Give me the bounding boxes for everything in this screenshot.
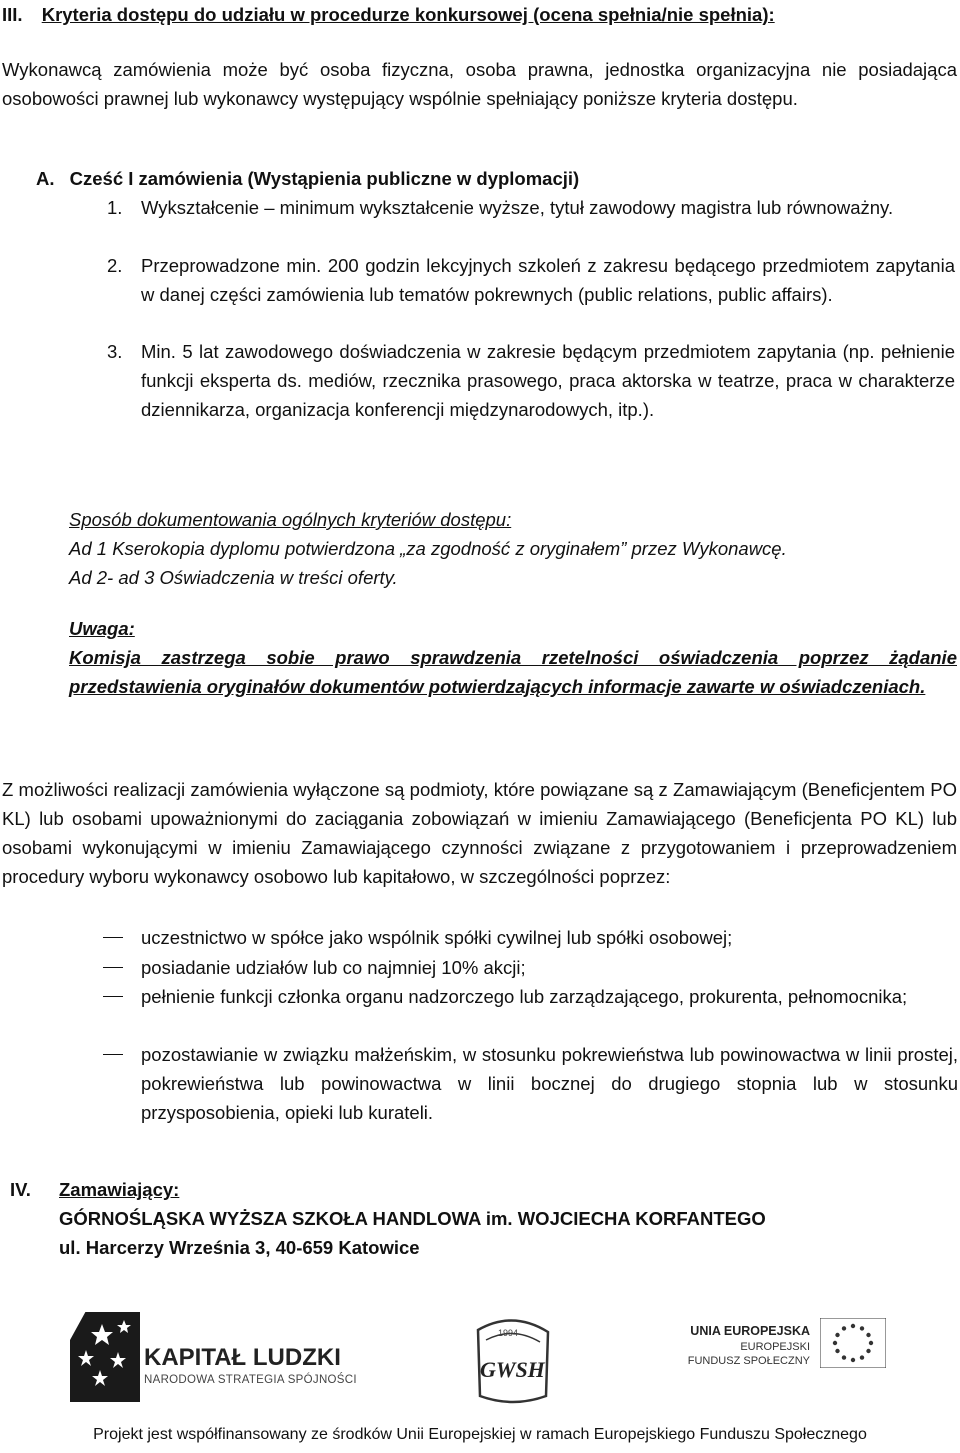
section-4-heading: Zamawiający:	[59, 1179, 180, 1200]
exclusion-list-item	[103, 923, 958, 952]
kapital-ludzki-subtitle: NARODOWA STRATEGIA SPÓJNOŚCI	[144, 1374, 357, 1386]
part-a-letter: A.	[36, 168, 55, 189]
eu-efs-logo	[680, 1312, 900, 1404]
criteria-item	[107, 251, 955, 309]
exclusion-item-text: pełnienie funkcji członka organu nadzorczego lub zarządzającego, prokurenta, pełnomocnika;	[141, 986, 908, 1007]
kapital-ludzki-stars-icon	[62, 1300, 142, 1410]
part-a-heading	[36, 164, 936, 193]
dash-bullet-icon	[103, 996, 123, 997]
criteria-number: 1.	[107, 197, 123, 218]
exclusion-item-text: pozostawianie w związku małżeńskim, w stosunku pokrewieństwa lub powinowactwa w linii prostej, pokrewieństwa lub powinowactwa w linii bocznej do drugiego stopnia lub w stosunku przysposobienia, opieki lub kurateli.	[141, 1044, 958, 1123]
eu-line-3: FUNDUSZ SPOŁECZNY	[687, 1355, 810, 1367]
gwsh-text: GWSH	[480, 1357, 545, 1382]
documentation-line-1: Ad 1 Kserokopia dyplomu potwierdzona „za zgodność z oryginałem” przez Wykonawcę.	[69, 538, 787, 559]
exclusion-item-text: uczestnictwo w spółce jako wspólnik spółki cywilnej lub spółki osobowej;	[141, 927, 733, 948]
note-text: Komisja zastrzega sobie prawo sprawdzenia rzetelności oświadczenia poprzez żądanie przedstawienia oryginałów dokumentów potwierdzających informacje zawarte w oświadczeniach.	[69, 647, 957, 697]
criteria-number: 3.	[107, 341, 123, 362]
contracting-authority-address: ul. Harcerzy Września 3, 40-659 Katowice	[59, 1237, 420, 1258]
documentation-line-2: Ad 2- ad 3 Oświadczenia w treści oferty.	[69, 567, 398, 588]
note-heading: Uwaga:	[69, 618, 135, 639]
eu-line-1: UNIA EUROPEJSKA	[690, 1324, 810, 1338]
exclusion-item-text: posiadanie udziałów lub co najmniej 10% akcji;	[141, 957, 526, 978]
exclusion-list-item	[103, 953, 958, 982]
kapital-ludzki-logo	[62, 1300, 357, 1410]
part-a-title: Cześć I zamówienia (Wystąpienia publiczne w dyplomacji)	[69, 168, 580, 189]
gwsh-logo	[468, 1310, 558, 1410]
kapital-ludzki-title: KAPITAŁ LUDZKI	[144, 1344, 341, 1371]
eu-line-2: EUROPEJSKI	[740, 1341, 810, 1353]
exclusion-list-item	[103, 982, 958, 1011]
criteria-text: Wykształcenie – minimum wykształcenie wyższe, tytuł zawodowy magistra lub równoważny.	[141, 197, 894, 218]
dash-bullet-icon	[103, 967, 123, 968]
criteria-item	[107, 337, 955, 424]
dash-bullet-icon	[103, 1054, 123, 1055]
section-3-heading-row	[2, 0, 952, 29]
dash-bullet-icon	[103, 937, 123, 938]
documentation-heading: Sposób dokumentowania ogólnych kryteriów dostępu:	[69, 509, 512, 530]
criteria-number: 2.	[107, 255, 123, 276]
gwsh-year: 1994	[498, 1328, 519, 1338]
exclusion-paragraph: Z możliwości realizacji zamówienia wyłączone są podmioty, które powiązane są z Zamawiającym (Beneficjentem PO KL) lub osobami upoważnionymi do zaciągania zobowiązań w imieniu Zamawiającego (Beneficjenta PO KL) lub osobami wykonującymi w imieniu Zamawiającego czynności związane z przygotowaniem i przeprowadzeniem procedury wyboru wykonawcy osobowo lub kapitałowo, w szczególności poprzez:	[2, 779, 957, 887]
criteria-text: Przeprowadzone min. 200 godzin lekcyjnych szkoleń z zakresu będącego przedmiotem zapytania w danej części zamówienia lub tematów pokrewnych (public relations, public affairs).	[141, 255, 955, 305]
section-4-roman: IV.	[10, 1179, 31, 1200]
criteria-text: Min. 5 lat zawodowego doświadczenia w zakresie będącym przedmiotem zapytania (np. pełnienie funkcji eksperta ds. mediów, rzecznika prasowego, praca aktorska w teatrze, praca w charakterze dziennikarza, organizacja konferencji międzynarodowych, itp.).	[141, 341, 955, 420]
exclusion-list-item	[103, 1040, 958, 1127]
footer-funding-note: Projekt jest współfinansowany ze środków Unii Europejskiej w ramach Europejskiego Funduszu Społecznego	[93, 1426, 867, 1443]
section-3-roman: III.	[2, 4, 23, 25]
criteria-item	[107, 193, 955, 222]
eu-flag-icon	[820, 1318, 886, 1368]
section-3-heading: Kryteria dostępu do udziału w procedurze konkursowej (ocena spełnia/nie spełnia):	[41, 4, 775, 25]
section-3-intro: Wykonawcą zamówienia może być osoba fizyczna, osoba prawna, jednostka organizacyjna nie posiadająca osobowości prawnej lub wykonawcy występujący wspólnie spełniający poniższe kryteria dostępu.	[2, 59, 957, 109]
contracting-authority-name: GÓRNOŚLĄSKA WYŻSZA SZKOŁA HANDLOWA im. WOJCIECHA KORFANTEGO	[59, 1208, 766, 1229]
